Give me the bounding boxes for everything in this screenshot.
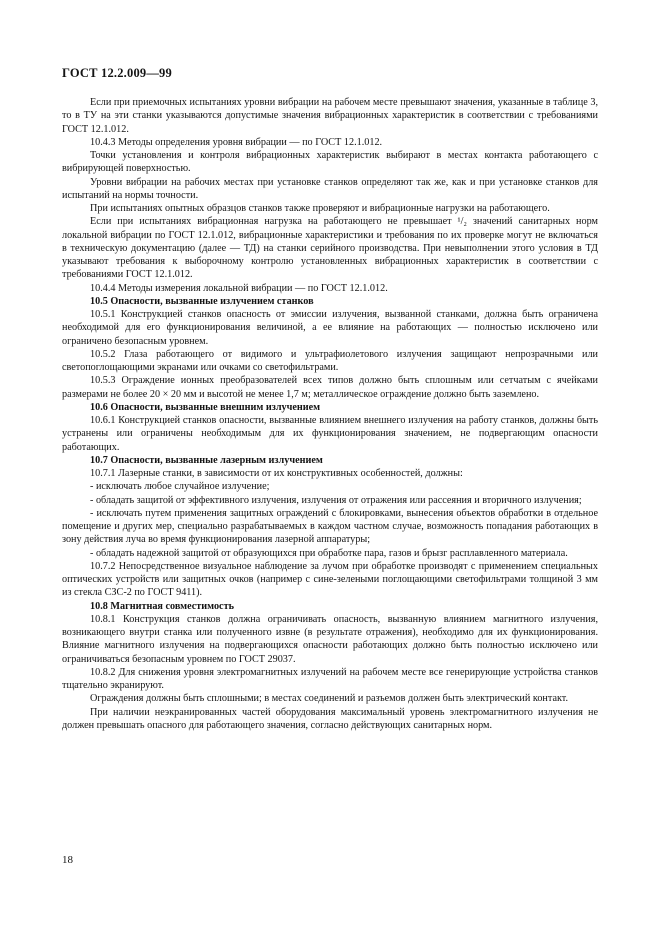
paragraph: 10.8.1 Конструкция станков должна ограничивать опасность, вызванную влиянием магнитного излучения, возникающего внутри станка или полученного извне (в результате отражения), необходимо для их функционирования. Влияние магнитного излучения на подвергающихся опасности работающих должно быть полностью исключено или ограничиваться безопасным уровнем по ГОСТ 29037. (62, 613, 598, 665)
paragraph: Если при приемочных испытаниях уровни вибрации на рабочем месте превышают значения, указанные в таблице 3, то в ТУ на эти станки указываются допустимые значения вибрационных характеристик в соответствии с требованиями ГОСТ 12.1.012. (62, 97, 598, 135)
paragraph: 10.4.3 Методы определения уровня вибрации — по ГОСТ 12.1.012. (90, 136, 383, 148)
paragraph: При наличии неэкранированных частей оборудования максимальный уровень электромагнитного излучения не должен превышать опасного для работающего значения, согласно действующих санитарных норм. (62, 706, 598, 731)
document-body (62, 96, 598, 732)
paragraph: 10.8.2 Для снижения уровня электромагнитных излучений на рабочем месте все генерирующие устройства станков тщательно экранируют. (62, 666, 598, 691)
paragraph: При испытаниях опытных образцов станков также проверяют и вибрационные нагрузки на работающего. (90, 203, 550, 214)
paragraph: Точки установления и контроля вибрационных характеристик выбирают в местах контакта работающего с вибрирующей поверхностью. (62, 150, 598, 175)
section-heading: 10.8 Магнитная совместимость (90, 600, 234, 612)
paragraph: 10.7.1 Лазерные станки, в зависимости от их конструктивных особенностей, должны: (90, 468, 463, 479)
paragraph: Если при испытаниях вибрационная нагрузка на работающего не превышает ¹/₂ значений санитарных норм локальной вибрации по ГОСТ 12.1.012, вибрационные характеристики и требования по их проверке могут не включаться в техническую документацию (далее — ТД) на станки серийного производства. При невыполнении этого условия в ТД указывают требования к выборочному контролю установленных вибрационных характеристик в соответствии с требованиями ГОСТ 12.1.012. (62, 216, 598, 281)
paragraph: Уровни вибрации на рабочих местах при установке станков определяют так же, как и при установке станков для испытаний на нормы точности. (62, 176, 598, 201)
paragraph: 10.7.2 Непосредственное визуальное наблюдение за лучом при обработке производят с применением специальных оптических устройств или защитных очков (например с сине-зелеными поглощающими светофильтрами толщиной 3 мм из стекла СЗС-2 по ГОСТ 9411). (62, 560, 598, 599)
list-item: - обладать надежной защитой от образующихся при обработке пара, газов и брызг расплавленного материала. (90, 547, 568, 559)
document-header: ГОСТ 12.2.009—99 (62, 66, 172, 80)
section-heading: 10.6 Опасности, вызванные внешним излучением (90, 401, 321, 413)
section-heading: 10.5 Опасности, вызванные излучением станков (90, 295, 314, 307)
section-heading: 10.7 Опасности, вызванные лазерным излучением (90, 454, 323, 466)
paragraph: Ограждения должны быть сплошными; в местах соединений и разъемов должен быть электрический контакт. (90, 693, 569, 705)
list-item: - исключать путем применения защитных ограждений с блокировками, вынесения объектов обработки в отдельное помещение и других мер, специально разрабатываемых в каждом частном случае, возможность попадания работающих в зону действия луча во время функционирования лазерной аппаратуры; (62, 507, 598, 546)
list-item: - обладать защитой от эффективного излучения, излучения от отражения или рассеяния и вторичного излучения; (90, 494, 582, 506)
paragraph: 10.5.2 Глаза работающего от видимого и ультрафиолетового излучения защищают непрозрачными или светопоглощающими экранами или очками со светофильтрами. (62, 348, 598, 373)
paragraph: 10.5.1 Конструкцией станков опасность от эмиссии излучения, вызванной станками, должна быть ограничена необходимой для его функционирования величиной, а ее влияние на работающих — полностью исключено или ограничено безопасным уровнем. (62, 309, 598, 347)
paragraph: 10.5.3 Ограждение ионных преобразователей всех типов должно быть сплошным или сетчатым с ячейками размерами не более 20 × 20 мм и высотой не менее 1,7 м; металлическое ограждение должно быть заземлено. (62, 375, 598, 400)
list-item: - исключать любое случайное излучение; (90, 481, 270, 493)
paragraph: 10.4.4 Методы измерения локальной вибрации — по ГОСТ 12.1.012. (90, 282, 388, 294)
paragraph: 10.6.1 Конструкцией станков опасности, вызванные влиянием внешнего излучения на работу станков, должны быть устранены или ограничены необходимым для их функционирования значением, не подвергающим опасности работающих. (62, 415, 598, 453)
page-number: 18 (62, 854, 73, 866)
